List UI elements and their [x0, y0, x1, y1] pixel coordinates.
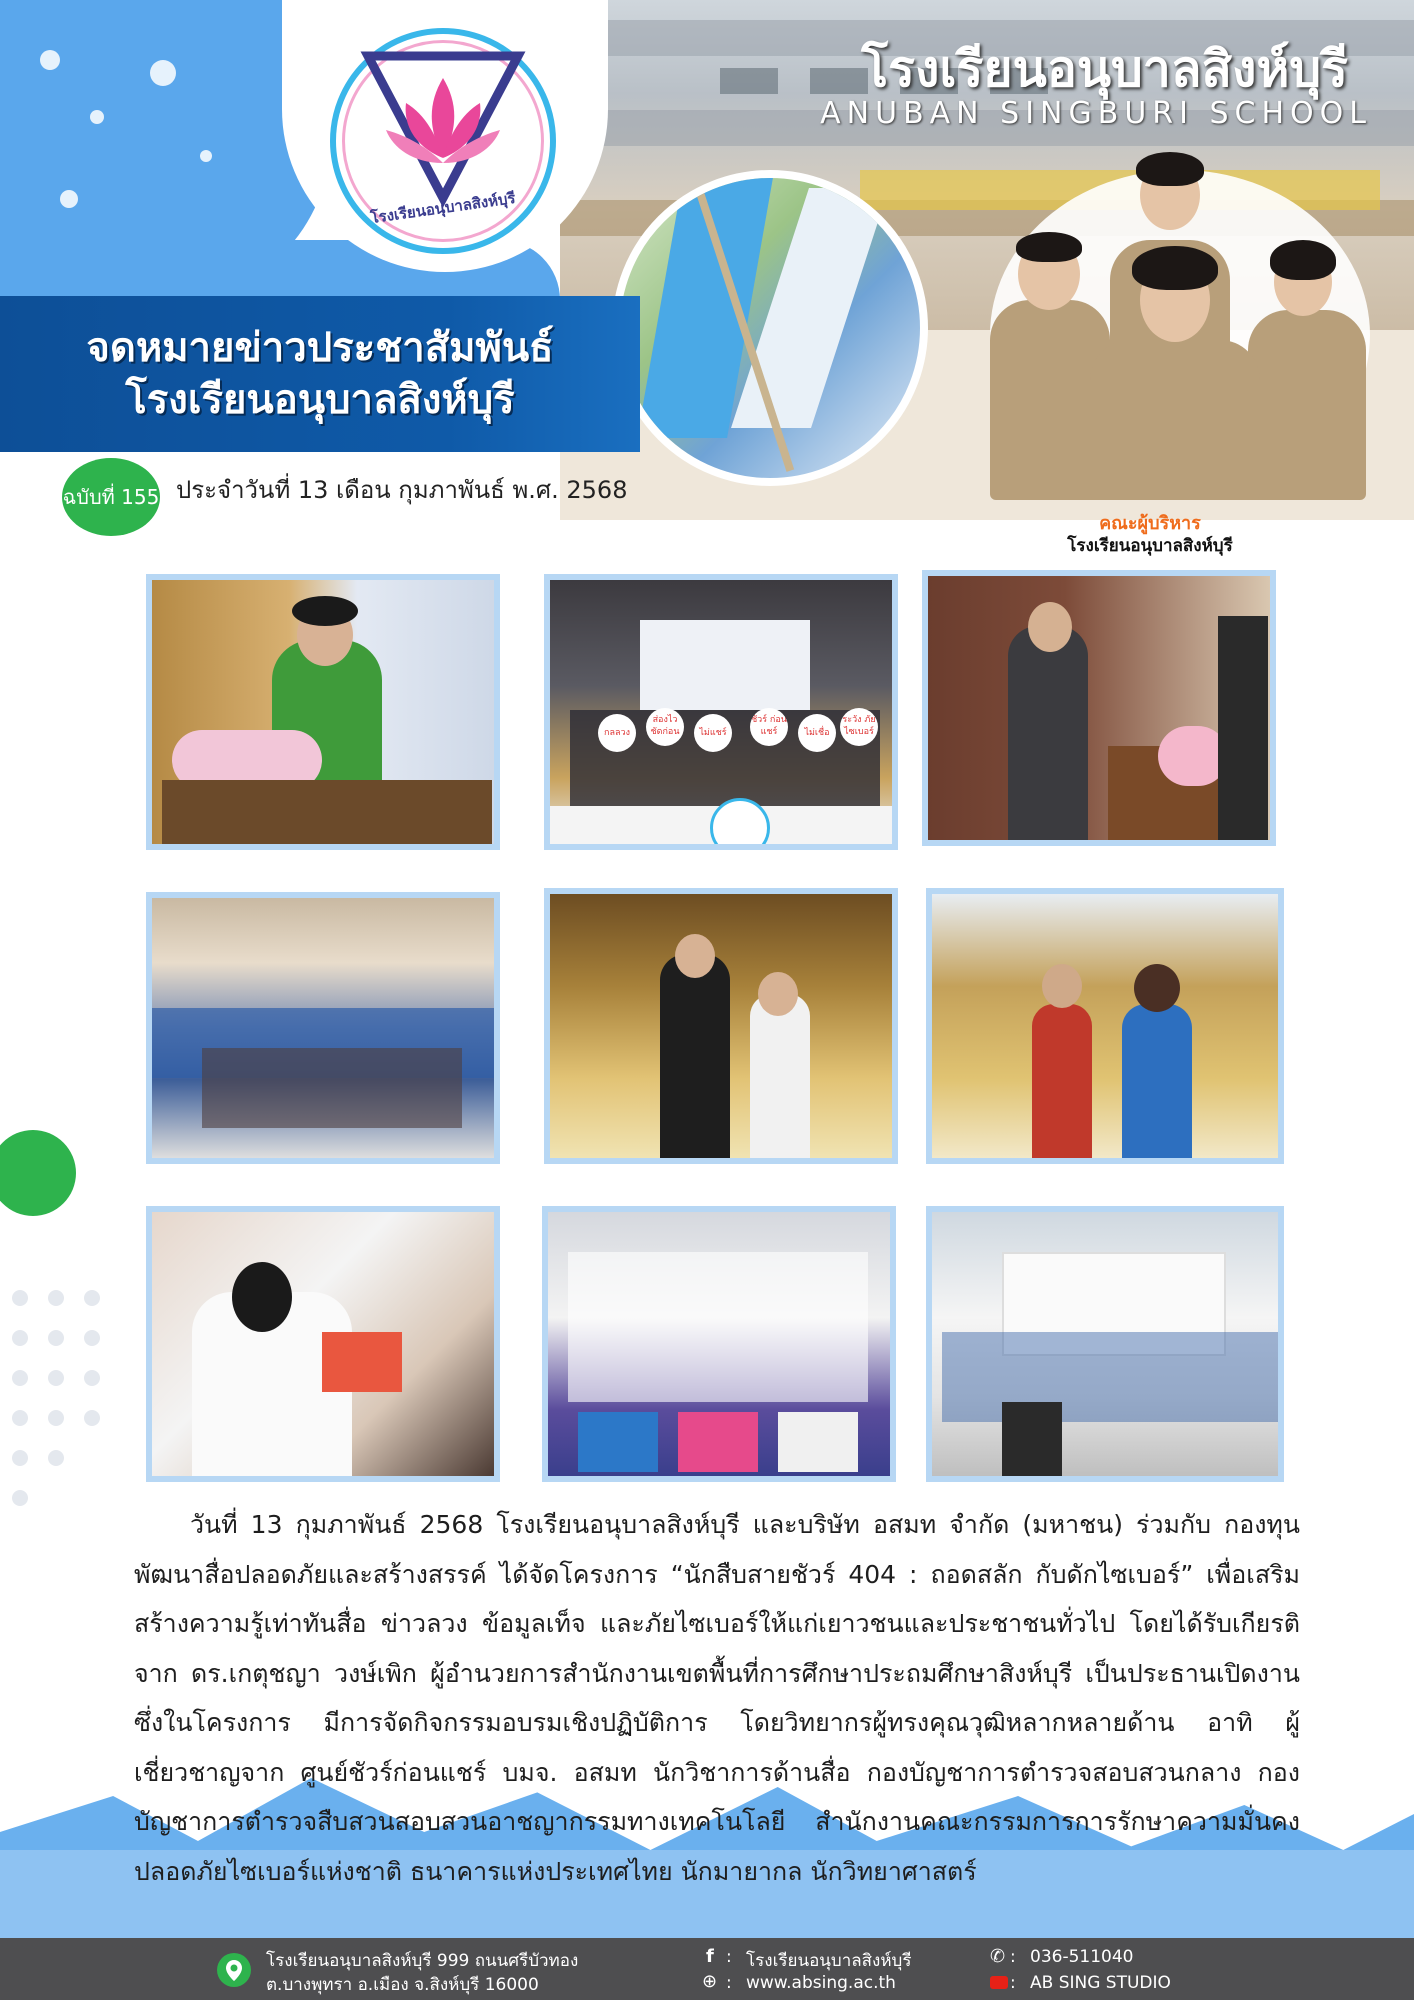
footer-website[interactable]: www.absing.ac.th: [746, 1973, 896, 1993]
bg-grey-dot: [12, 1370, 28, 1386]
phone-sep: :: [1010, 1947, 1016, 1967]
exec-label: คณะผู้บริหาร: [1099, 513, 1201, 534]
issue-number-badge: ฉบับที่ 155: [62, 458, 160, 536]
bg-grey-dot: [84, 1330, 100, 1346]
photo-opening-speech: [146, 574, 500, 850]
website-sep: :: [726, 1973, 732, 1993]
globe-icon: ⊕: [702, 1971, 718, 1992]
photo-magician: [544, 888, 898, 1164]
facebook-icon: f: [706, 1946, 714, 1967]
flag-photo: [612, 170, 928, 486]
bg-grey-dot: [48, 1330, 64, 1346]
bg-grey-dot: [84, 1410, 100, 1426]
logo-caption: โรงเรียนอนุบาลสิงห์บุรี: [369, 188, 517, 228]
banner-title-line1: จดหมายข่าวประชาสัมพันธ์: [86, 325, 554, 371]
phone-icon: ✆: [990, 1946, 1006, 1967]
bg-grey-dot: [84, 1290, 100, 1306]
footer-address-line1: โรงเรียนอนุบาลสิงห์บุรี 999 ถนนศรีบัวทอง: [266, 1951, 579, 1971]
school-name-th: โรงเรียนอนุบาลสิงห์บุรี: [861, 40, 1348, 98]
campaign-sign: ไม่เชื่อ: [798, 714, 836, 752]
banner-title-line2: โรงเรียนอนุบาลสิงห์บุรี: [125, 377, 515, 423]
campaign-sign: กลลวง: [598, 714, 636, 752]
newsletter-banner: [0, 296, 640, 452]
campaign-sign: ระวัง ภัยไซเบอร์: [840, 708, 878, 746]
footer-address-line2: ต.บางพุทรา อ.เมือง จ.สิงห์บุรี 16000: [266, 1975, 539, 1995]
school-name-en: ANUBAN SINGBURI SCHOOL: [820, 96, 1372, 131]
footer-youtube[interactable]: AB SING STUDIO: [1030, 1973, 1171, 1993]
bg-dot: [150, 60, 176, 86]
photo-group-signs: [544, 574, 898, 850]
bg-grey-dot: [12, 1450, 28, 1466]
campaign-sign: ชัวร์ ก่อนแชร์: [750, 708, 788, 746]
bg-grey-dot: [12, 1330, 28, 1346]
bg-dot: [90, 110, 104, 124]
bg-grey-dot: [84, 1370, 100, 1386]
bg-grey-dot: [12, 1490, 28, 1506]
campaign-sign: ส่องไว ชัดก่อน: [646, 708, 684, 746]
bg-grey-dot: [48, 1450, 64, 1466]
photo-floor-game: [542, 1206, 896, 1482]
footer-facebook[interactable]: โรงเรียนอนุบาลสิงห์บุรี: [746, 1951, 912, 1971]
bg-dot: [40, 50, 60, 70]
footer-bar: [0, 1938, 1414, 2000]
executive-group-photo: [980, 140, 1380, 500]
footer-phone[interactable]: 036-511040: [1030, 1947, 1134, 1967]
campaign-sign: ไม่แชร์: [694, 714, 732, 752]
location-icon: [216, 1952, 252, 1988]
bg-grey-dot: [48, 1410, 64, 1426]
photo-performer: [926, 888, 1284, 1164]
bg-dot: [200, 150, 212, 162]
bg-grey-dot: [48, 1290, 64, 1306]
photo-students-reading: [146, 1206, 500, 1482]
facebook-sep: :: [726, 1947, 732, 1967]
bg-grey-dot: [48, 1370, 64, 1386]
bg-dot: [60, 190, 78, 208]
youtube-icon: [990, 1976, 1008, 1989]
article-body: วันที่ 13 กุมภาพันธ์ 2568 โรงเรียนอนุบาลสิงห์บุรี และบริษัท อสมท จำกัด (มหาชน) ร่วมกับ กองทุนพัฒนาสื่อปลอดภัยและสร้างสรรค์ ได้จัดโครงการ “นักสืบสายชัวร์ 404 : ถอดสลัก กับดักไซเบอร์” เพื่อเสริมสร้างความรู้เท่าทันสื่อ ข่าวลวง ข้อมูลเท็จ และภัยไซเบอร์ให้แก่เยาวชนและประชาชนทั่วไป โดยได้รับเกียรติจาก ดร.เกตุชญา วงษ์เพิก ผู้อำนวยการสำนักงานเขตพื้นที่การศึกษาประถมศึกษาสิงห์บุรี เป็นประธานเปิดงาน ซึ่งในโครงการ มีการจัดกิจกรรมอบรมเชิงปฏิบัติการ โดยวิทยากรผู้ทรงคุณวุฒิหลากหลายด้าน อาทิ ผู้เชี่ยวชาญจาก ศูนย์ชัวร์ก่อนแชร์ บมจ. อสมท นักวิชาการด้านสื่อ กองบัญชาการตำรวจสอบสวนกลาง กองบัญชาการตำรวจสืบสวนสอบสวนอาชญากรรมทางเทคโนโลยี สำนักงานคณะกรรมการการรักษาความมั่นคงปลอดภัยไซเบอร์แห่งชาติ ธนาคารแห่งประเทศไทย นักมายากล นักวิทยาศาสตร์: [134, 1510, 1300, 1886]
bg-grey-dot: [12, 1290, 28, 1306]
youtube-sep: :: [1010, 1973, 1016, 1993]
photo-speaker-podium: [922, 570, 1276, 846]
bg-grey-dot: [12, 1410, 28, 1426]
green-circle-deco: [0, 1130, 76, 1216]
photo-booth-exhibit: [926, 1206, 1284, 1482]
issue-date: ประจำวันที่ 13 เดือน กุมภาพันธ์ พ.ศ. 2568: [176, 476, 628, 504]
photo-auditorium: [146, 892, 500, 1164]
exec-school: โรงเรียนอนุบาลสิงห์บุรี: [1067, 536, 1233, 556]
